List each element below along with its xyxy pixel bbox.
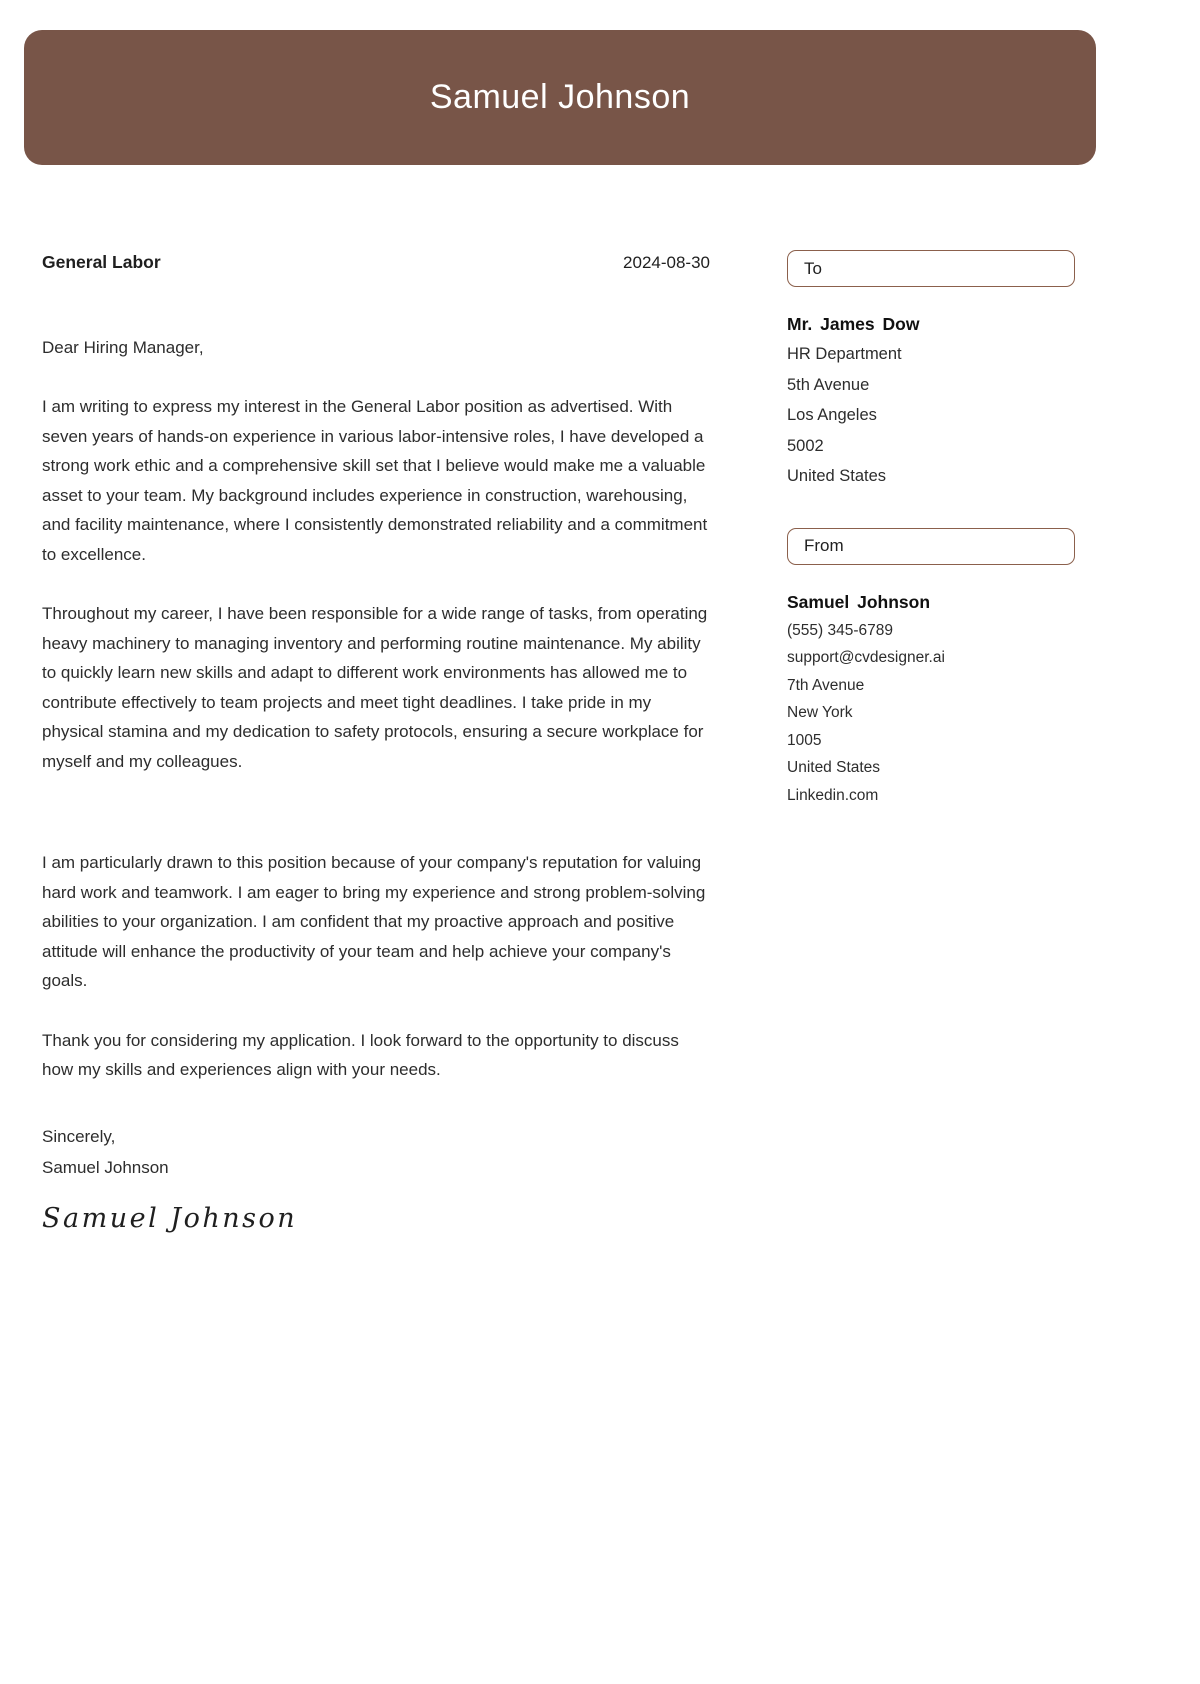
closing-name: Samuel Johnson (42, 1157, 169, 1177)
from-box (787, 528, 1075, 565)
recipient-country: United States (787, 467, 887, 485)
sender-name: Samuel Johnson (787, 591, 931, 612)
sender-city: New York (787, 704, 853, 721)
recipient-city: Los Angeles (787, 406, 877, 424)
sender-phone: (555) 345-6789 (787, 621, 893, 639)
recipient-postal-code: 5002 (787, 436, 824, 455)
recipient-name: Mr. James Dow (787, 314, 920, 334)
title-row (42, 250, 710, 275)
header-name: Samuel Johnson (429, 78, 691, 116)
paragraph-2: Throughout my career, I have been responsible for a wide range of tasks, from operating heavy machinery to managing inventory and performing routine maintenance. My ability to quickly learn new skills and adapt to different work environments has allowed me to contribute effectively to team projects and meet tight deadlines. I take pride in my physical stamina and my dedication to safety protocols, ensuring a secure workplace for myself and my colleagues. (42, 604, 708, 771)
recipient-street: 5th Avenue (787, 375, 870, 394)
letter-date: 2024-08-30 (623, 253, 710, 272)
closing-block (42, 1121, 710, 1183)
sender-country: United States (787, 759, 881, 776)
from-label: From (804, 536, 844, 555)
paragraph-3: I am particularly drawn to this position because of your company's reputation for valuing hard work and teamwork. I am eager to bring my experience and strong problem-solving abilities to your organization. I am confident that my proactive approach and positive attitude will enhance the productivity of your team and help achieve your company's goals. (42, 853, 706, 990)
paragraph-1: I am writing to express my interest in the General Labor position as advertised. With seven years of hands-on experience in various labor-intensive roles, I have developed a strong work ethic and a comprehensive skill set that I believe would make me a valuable asset to your team. My background includes experience in construction, warehousing, and facility maintenance, where I consistently demonstrated reliability and a commitment to excellence. (42, 397, 708, 564)
sender-linkedin: Linkedin.com (787, 786, 879, 804)
sender-block (787, 587, 1075, 810)
recipient-department: HR Department (787, 345, 902, 363)
recipient-block (787, 309, 1075, 492)
header-banner (24, 30, 1096, 165)
to-box (787, 250, 1075, 287)
to-label: To (804, 258, 822, 278)
letter-body (42, 250, 710, 1234)
main-content (42, 250, 1075, 1234)
sender-street: 7th Avenue (787, 676, 865, 694)
sender-email: support@cvdesigner.ai (787, 649, 945, 666)
paragraph-4: Thank you for considering my application. I look forward to the opportunity to discuss how my skills and experiences align with your needs. (42, 1030, 679, 1079)
sender-postal-code: 1005 (787, 731, 822, 749)
handwritten-signature: Samuel Johnson (42, 1202, 298, 1234)
closing-salutation: Sincerely, (42, 1126, 116, 1146)
sidebar (787, 250, 1075, 809)
job-title: General Labor (42, 252, 161, 272)
greeting: Dear Hiring Manager, (42, 338, 204, 357)
